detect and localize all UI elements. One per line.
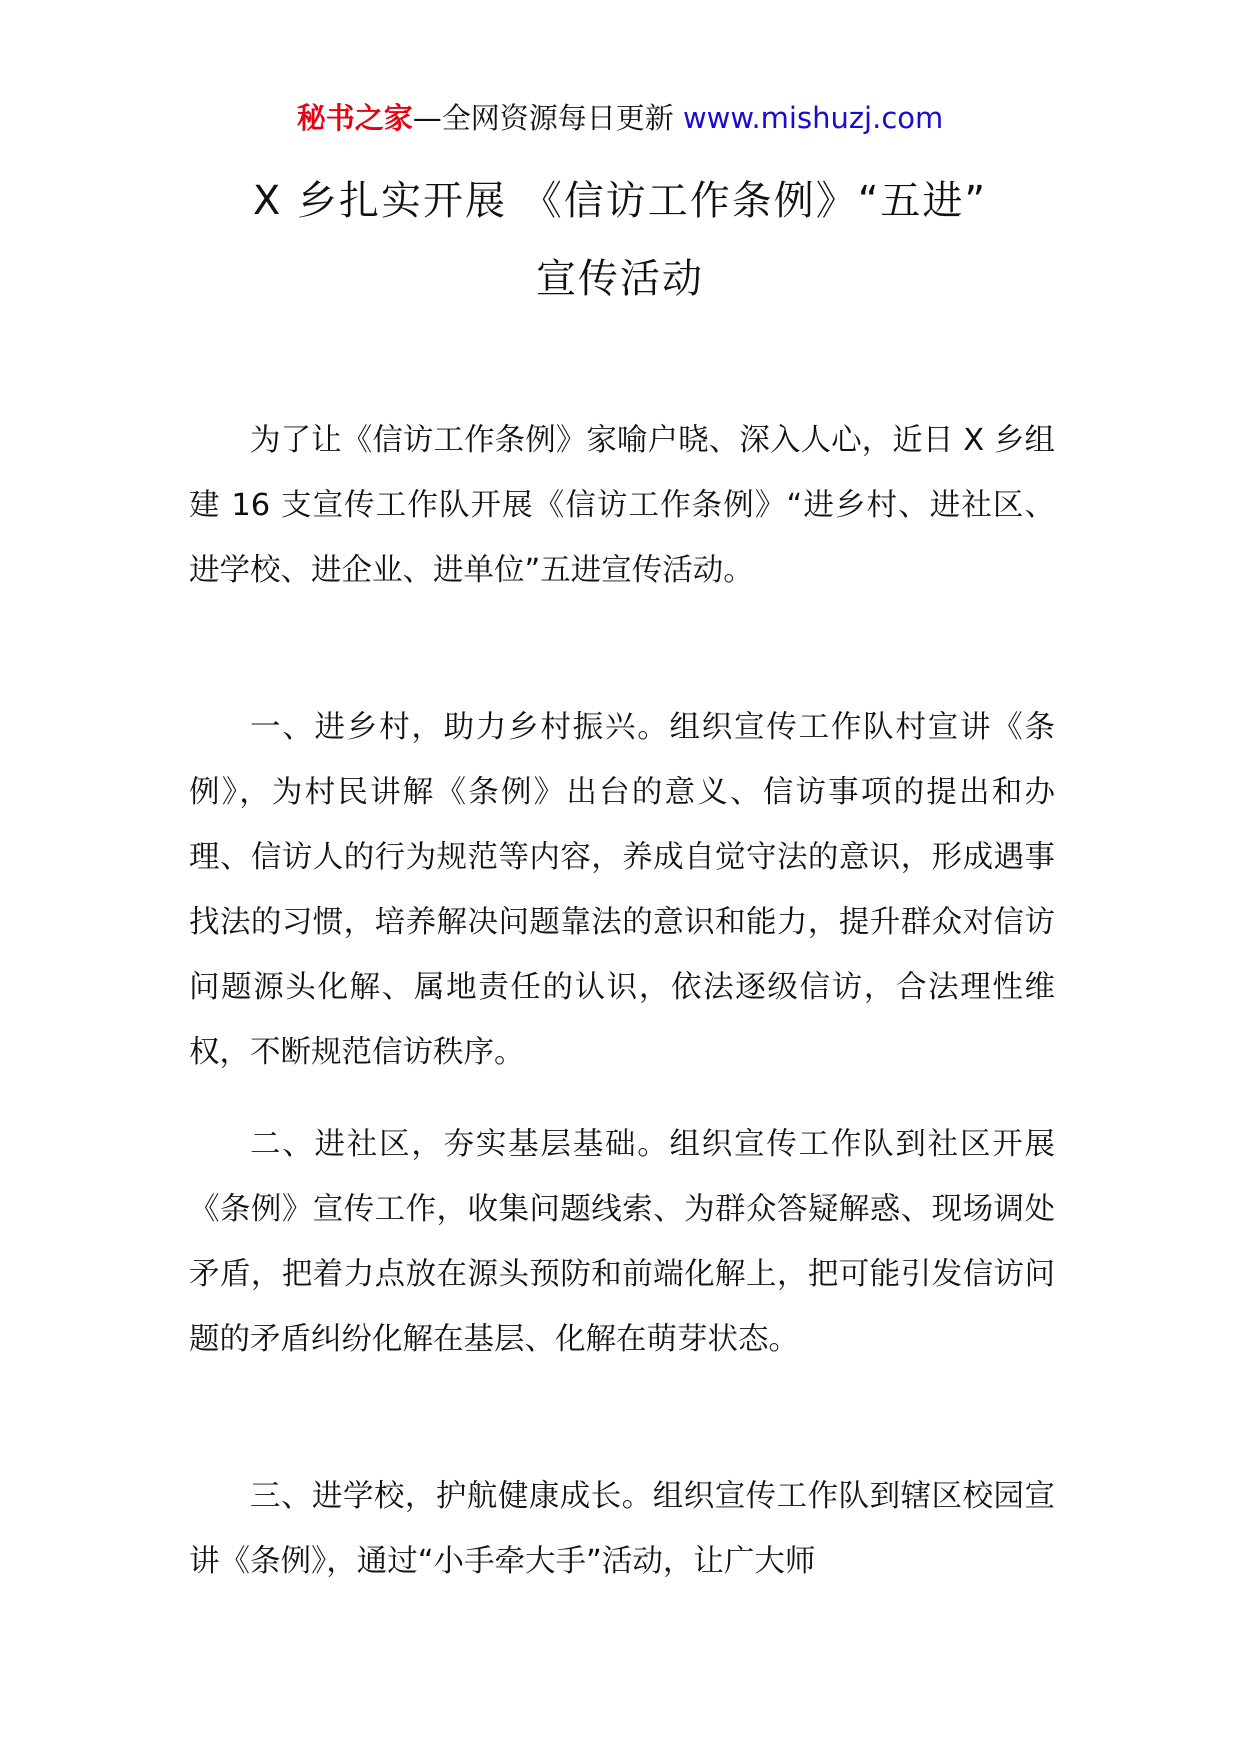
site-tagline: —全网资源每日更新 xyxy=(412,101,683,135)
site-header xyxy=(0,98,1240,138)
paragraph-community: 二、进社区，夯实基层基础。组织宣传工作队到社区开展《条例》宣传工作，收集问题线索、为群众答疑解惑、现场调处矛盾，把着力点放在源头预防和前端化解上，把可能引发信访问题的矛盾纠纷化解在基层、化解在萌芽状态。 xyxy=(189,1127,1055,1357)
document-title-line1: X 乡扎实开展 《信访工作条例》“五进” xyxy=(252,178,988,224)
document-title xyxy=(170,162,1070,318)
paragraph-village: 一、进乡村，助力乡村振兴。组织宣传工作队村宣讲《条例》，为村民讲解《条例》出台的意义、信访事项的提出和办理、信访人的行为规范等内容，养成自觉守法的意识，形成遇事找法的习惯，培养解决问题靠法的意识和能力，提升群众对信访问题源头化解、属地责任的认识，依法逐级信访，合法理性维权，不断规范信访秩序。 xyxy=(189,710,1055,1070)
paragraph-school: 三、进学校，护航健康成长。组织宣传工作队到辖区校园宣讲《条例》，通过“小手牵大手”活动，让广大师 xyxy=(189,1479,1055,1579)
paragraph-intro: 为了让《信访工作条例》家喻户晓、深入人心，近日 X 乡组建 16 支宣传工作队开展《信访工作条例》“进乡村、进社区、进学校、进企业、进单位”五进宣传活动。 xyxy=(189,423,1055,588)
site-url-link[interactable]: www.mishuzj.com xyxy=(682,101,944,135)
site-brand: 秘书之家 xyxy=(296,101,413,135)
document-title-line2: 宣传活动 xyxy=(536,256,704,302)
